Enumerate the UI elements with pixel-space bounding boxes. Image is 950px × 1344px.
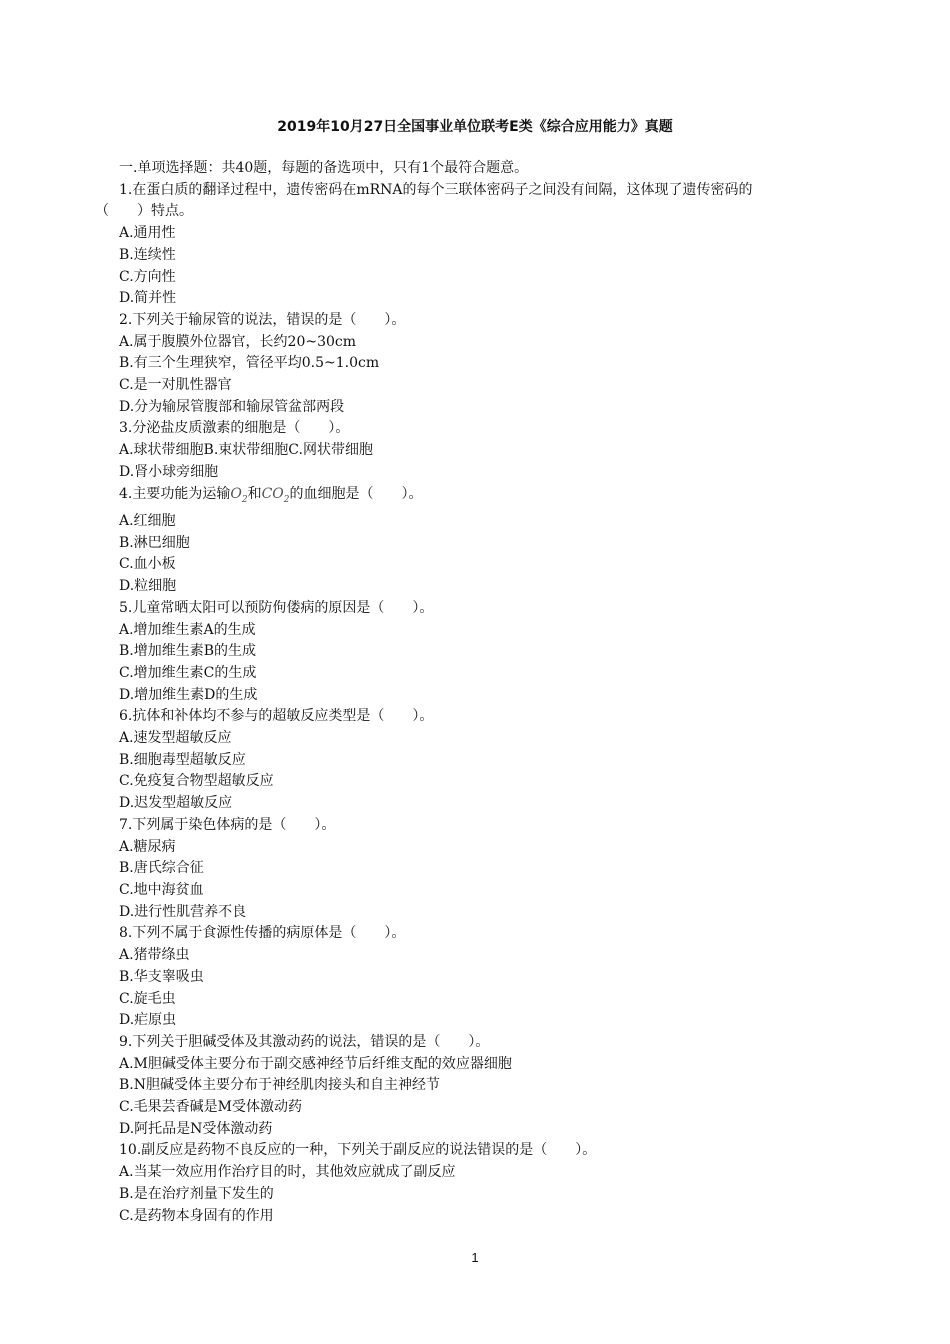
option: D.阿托品是N受体激动药 — [119, 1120, 273, 1137]
option: A.当某一效应用作治疗目的时，其他效应就成了副反应 — [119, 1164, 456, 1181]
option: B.淋巴细胞 — [119, 534, 190, 551]
option: D.增加维生素D的生成 — [119, 686, 258, 703]
option: A.通用性 — [119, 225, 176, 242]
option: D.肾小球旁细胞 — [119, 463, 219, 480]
option: B.华支睾吸虫 — [119, 968, 204, 985]
option: B.唐氏综合征 — [119, 860, 204, 877]
formula-o2: $O_2$ — [230, 485, 248, 505]
question-stem: 7.下列属于染色体病的是（ ）。 — [119, 816, 336, 833]
question-stem: 5.儿童常晒太阳可以预防佝偻病的原因是（ ）。 — [119, 599, 434, 616]
option: A.猪带绦虫 — [119, 947, 190, 964]
question-stem: 2.下列关于输尿管的说法，错误的是（ ）。 — [119, 311, 406, 328]
formula-co2: $CO_2$ — [261, 485, 290, 505]
option: C.是药物本身固有的作用 — [119, 1207, 274, 1224]
option: B.有三个生理狭窄，管径平均0.5~1.0cm — [119, 355, 380, 372]
question-list — [95, 158, 875, 1227]
option: D.简并性 — [119, 290, 177, 307]
option: D.迟发型超敏反应 — [119, 795, 233, 812]
option: B.连续性 — [119, 246, 176, 263]
option: C.血小板 — [119, 556, 176, 573]
option: B.是在治疗剂量下发生的 — [119, 1185, 274, 1202]
question-stem: 8.下列不属于食源性传播的病原体是（ ）。 — [119, 925, 406, 942]
option: D.疟原虫 — [119, 1012, 177, 1029]
question-stem: 3.分泌盐皮质激素的细胞是（ ）。 — [119, 420, 350, 437]
option: C.旋毛虫 — [119, 990, 176, 1007]
option: C.毛果芸香碱是M受体激动药 — [119, 1099, 302, 1116]
stem-text: 的血细胞是（ ）。 — [289, 485, 423, 502]
option: B.N胆碱受体主要分布于神经肌肉接头和自主神经节 — [119, 1077, 440, 1094]
option: B.增加维生素B的生成 — [119, 643, 257, 660]
question-stem-continuation: （ ）特点。 — [95, 203, 193, 220]
option: A.速发型超敏反应 — [119, 730, 232, 747]
option: A.红细胞 — [119, 513, 176, 530]
option: A.增加维生素A的生成 — [119, 621, 256, 638]
option: C.地中海贫血 — [119, 882, 204, 898]
option: A.球状带细胞B.束状带细胞C.网状带细胞 — [119, 442, 373, 459]
option: C.是一对肌性器官 — [119, 377, 232, 394]
stem-text: 4.主要功能为运输 — [119, 485, 231, 502]
stem-text: 和 — [247, 485, 262, 502]
question-stem: 9.下列关于胆碱受体及其激动药的说法，错误的是（ ）。 — [119, 1033, 490, 1050]
page-number: 1 — [471, 1250, 479, 1265]
option: B.细胞毒型超敏反应 — [119, 751, 246, 768]
question-stem: 10.副反应是药物不良反应的一种，下列关于副反应的说法错误的是（ ）。 — [119, 1142, 597, 1159]
option: D.分为输尿管腹部和输尿管盆部两段 — [119, 398, 345, 415]
option: A.糖尿病 — [119, 838, 176, 855]
question-stem: 6.抗体和补体均不参与的超敏反应类型是（ ）。 — [119, 708, 434, 725]
question-stem — [95, 484, 875, 512]
option: D.进行性肌营养不良 — [119, 903, 247, 920]
option: C.免疫复合物型超敏反应 — [119, 773, 274, 790]
option: A.属于腹膜外位器官，长约20~30cm — [119, 333, 357, 350]
option: C.增加维生素C的生成 — [119, 664, 257, 681]
question-stem: 1.在蛋白质的翻译过程中，遗传密码在mRNA的每个三联体密码子之间没有间隔，这体现了遗传密码的 — [119, 181, 753, 198]
option: D.粒细胞 — [119, 578, 177, 595]
page-title: 2019年10月27日全国事业单位联考E类《综合应用能力》真题 — [277, 119, 673, 135]
section-intro: 一.单项选择题：共40题，每题的备选项中，只有1个最符合题意。 — [119, 160, 529, 176]
option: A.M胆碱受体主要分布于副交感神经节后纤维支配的效应器细胞 — [119, 1055, 512, 1072]
option: C.方向性 — [119, 268, 176, 285]
